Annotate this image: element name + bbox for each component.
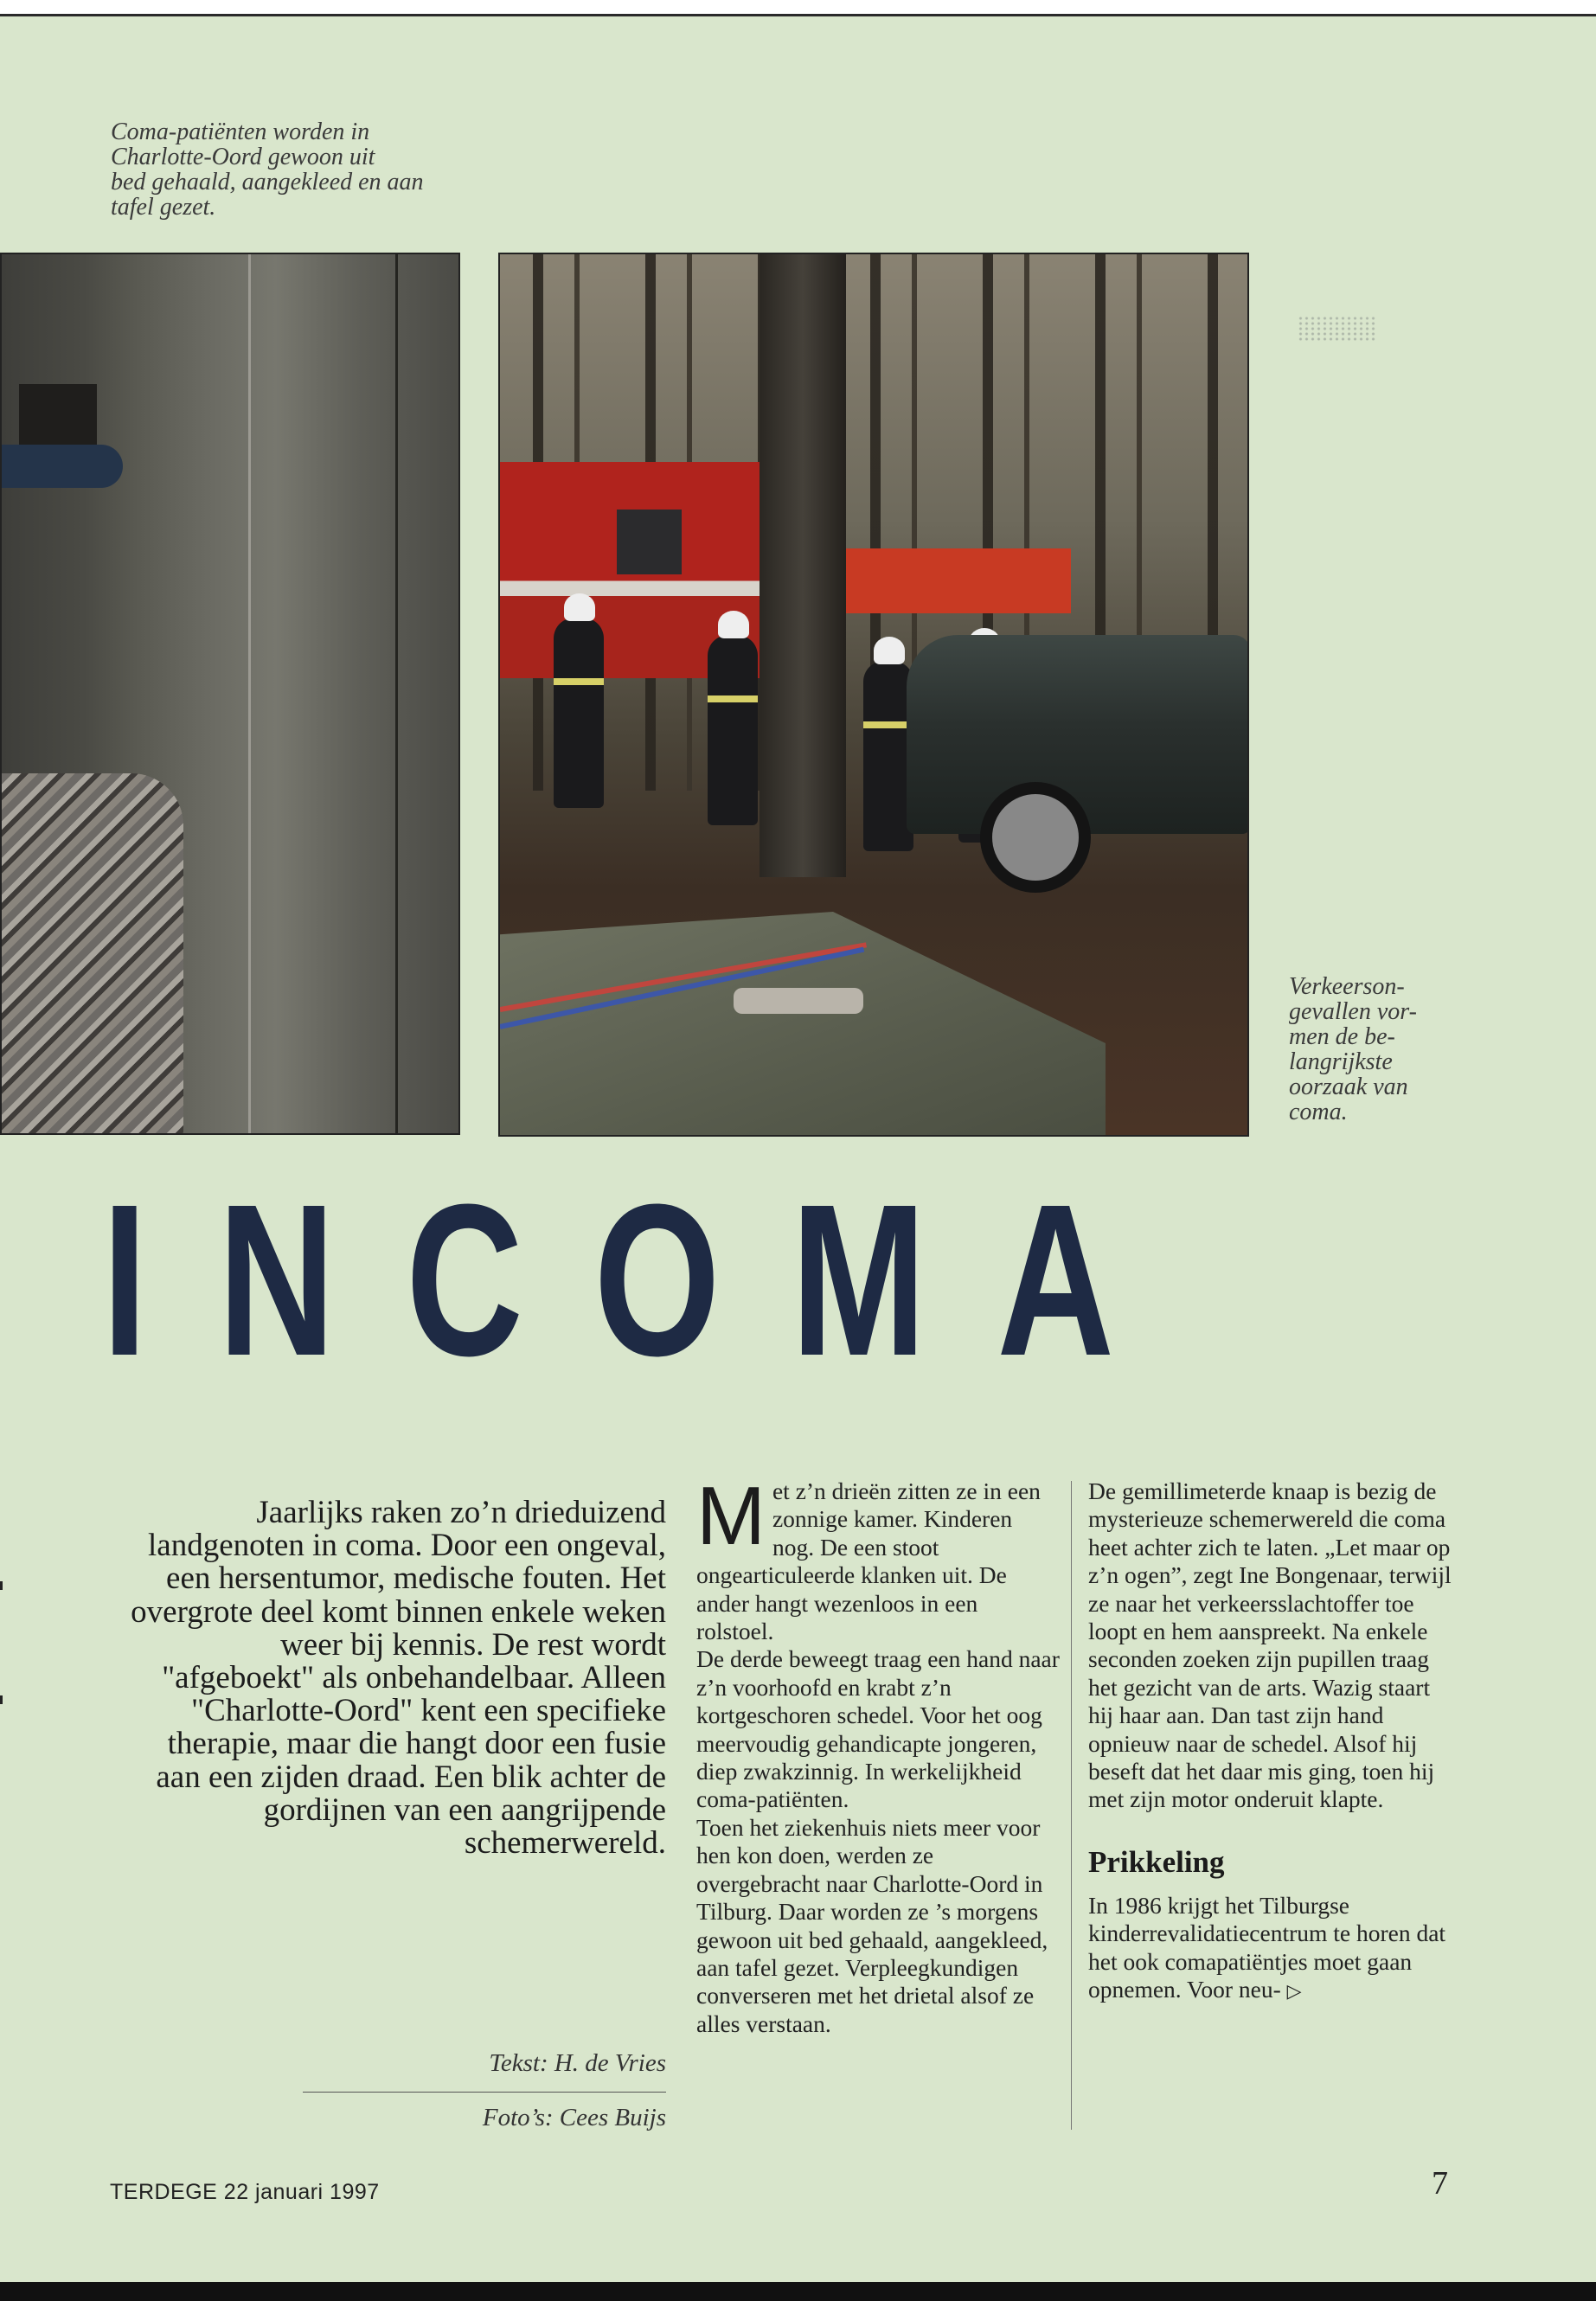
drop-cap: M xyxy=(696,1470,766,1562)
page-number: 7 xyxy=(1432,2165,1448,2202)
continue-arrow-icon: ▷ xyxy=(1286,1980,1302,2003)
credit-text: Tekst: H. de Vries xyxy=(489,2049,666,2077)
article-paragraph xyxy=(1088,1892,1452,2006)
headline-letter: O xyxy=(593,1159,721,1400)
photo-detail xyxy=(760,254,846,877)
photo-detail xyxy=(395,254,398,1135)
footer-magazine: TERDEGE 22 januari 1997 xyxy=(110,2180,380,2204)
photo-detail xyxy=(248,254,251,1135)
bottom-edge xyxy=(0,2282,1596,2301)
photo-detail xyxy=(19,384,97,453)
photo-detail xyxy=(500,912,1106,1137)
credit-photos: Foto’s: Cees Buijs xyxy=(482,2104,666,2131)
photo-coma-patient xyxy=(0,253,460,1135)
article-paragraph: Toen het ziekenhuis niets meer voor hen kon doen, werden ze overgebracht naar Charlotte-Oord in Tilburg. Daar worden ze ’s morgens gewoon uit bed gehaald, aangekleed, aan tafel gezet. Verpleegkundigen converseren met het drietal alsof ze alles verstaan. xyxy=(696,1813,1048,2037)
photo-caption-top: Coma-patiënten worden in Charlotte-Oord gewoon uit bed gehaald, aangekleed en aan tafel gezet. xyxy=(111,119,424,221)
headline-letter: M xyxy=(791,1159,926,1400)
photo-detail xyxy=(846,548,1071,613)
photo-traffic-accident xyxy=(498,253,1249,1137)
print-speckle xyxy=(1298,316,1375,342)
article-column-1 xyxy=(696,1470,1060,2038)
credits xyxy=(303,2048,666,2132)
top-edge xyxy=(0,0,1596,16)
column-divider xyxy=(1071,1481,1072,2130)
photo-detail xyxy=(554,618,604,808)
edge-mark xyxy=(0,1581,3,1590)
headline xyxy=(102,1159,1114,1400)
subheading: Prikkeling xyxy=(1088,1844,1225,1879)
intro-text: Jaarlijks raken zo’n drieduizend landgenoten in coma. Door een ongeval, een hersentumor, medische fouten. Het overgrote deel komt binnen enkele weken weer bij kennis. De rest wordt "afgeboekt" als onbehandelbaar. Alleen "Charlotte-Oord" kent een specifieke therapie, maar die hangt door een fusie aan een zijden draad. Een blik achter de gordijnen van een aangrijpende schemerwereld. xyxy=(131,1495,666,1862)
headline-letter: I xyxy=(102,1159,148,1400)
photo-detail xyxy=(708,635,758,825)
photo-detail xyxy=(980,782,1091,893)
edge-mark xyxy=(0,1695,3,1704)
article-paragraph: et z’n drieën zitten ze in een zonnige kamer. Kinderen nog. De een stoot ongearticuleerde klanken uit. De ander hangt wezenloos in een rolstoel. xyxy=(696,1477,1041,1645)
headline-letter: N xyxy=(218,1159,336,1400)
article-text: In 1986 krijgt het Tilburgse kinderrevalidatiecentrum te horen dat het ook comapatiëntjes moet gaan opnemen. Voor neu- xyxy=(1088,1891,1446,2003)
photo-detail xyxy=(2,445,123,488)
headline-letter: A xyxy=(997,1159,1114,1400)
credits-divider xyxy=(303,2092,666,2093)
article-paragraph: De gemillimeterde knaap is bezig de mysterieuze schemerwereld die coma heet achter zich te laten. „Let maar op z’n ogen”, zegt Ine Bongenaar, terwijl ze naar het verkeersslachtoffer toe loopt en hem aanspreekt. Na enkele seconden zoeken zijn pupillen traag het gezicht van de arts. Wazig staart hij haar aan. Dan tast zijn hand opnieuw naar de schedel. Alsof hij beseft dat het daar mis ging, toen hij met zijn motor onderuit klapte. xyxy=(1088,1477,1452,1813)
photo-detail xyxy=(2,773,183,1135)
article-column-2 xyxy=(1088,1477,1452,2006)
photo-caption-right: Verkeerson- gevallen vor- men de be- langrijkste oorzaak van coma. xyxy=(1289,973,1417,1125)
photo-detail xyxy=(734,988,863,1014)
article-paragraph: De derde beweegt traag een hand naar z’n voorhoofd en krabt z’n kortgeschoren schedel. Voor het oog meervoudig gehandicapte jongeren, diep zwakzinnig. In werkelijkheid coma-patiënten. xyxy=(696,1645,1060,1813)
headline-letter: C xyxy=(406,1159,523,1400)
